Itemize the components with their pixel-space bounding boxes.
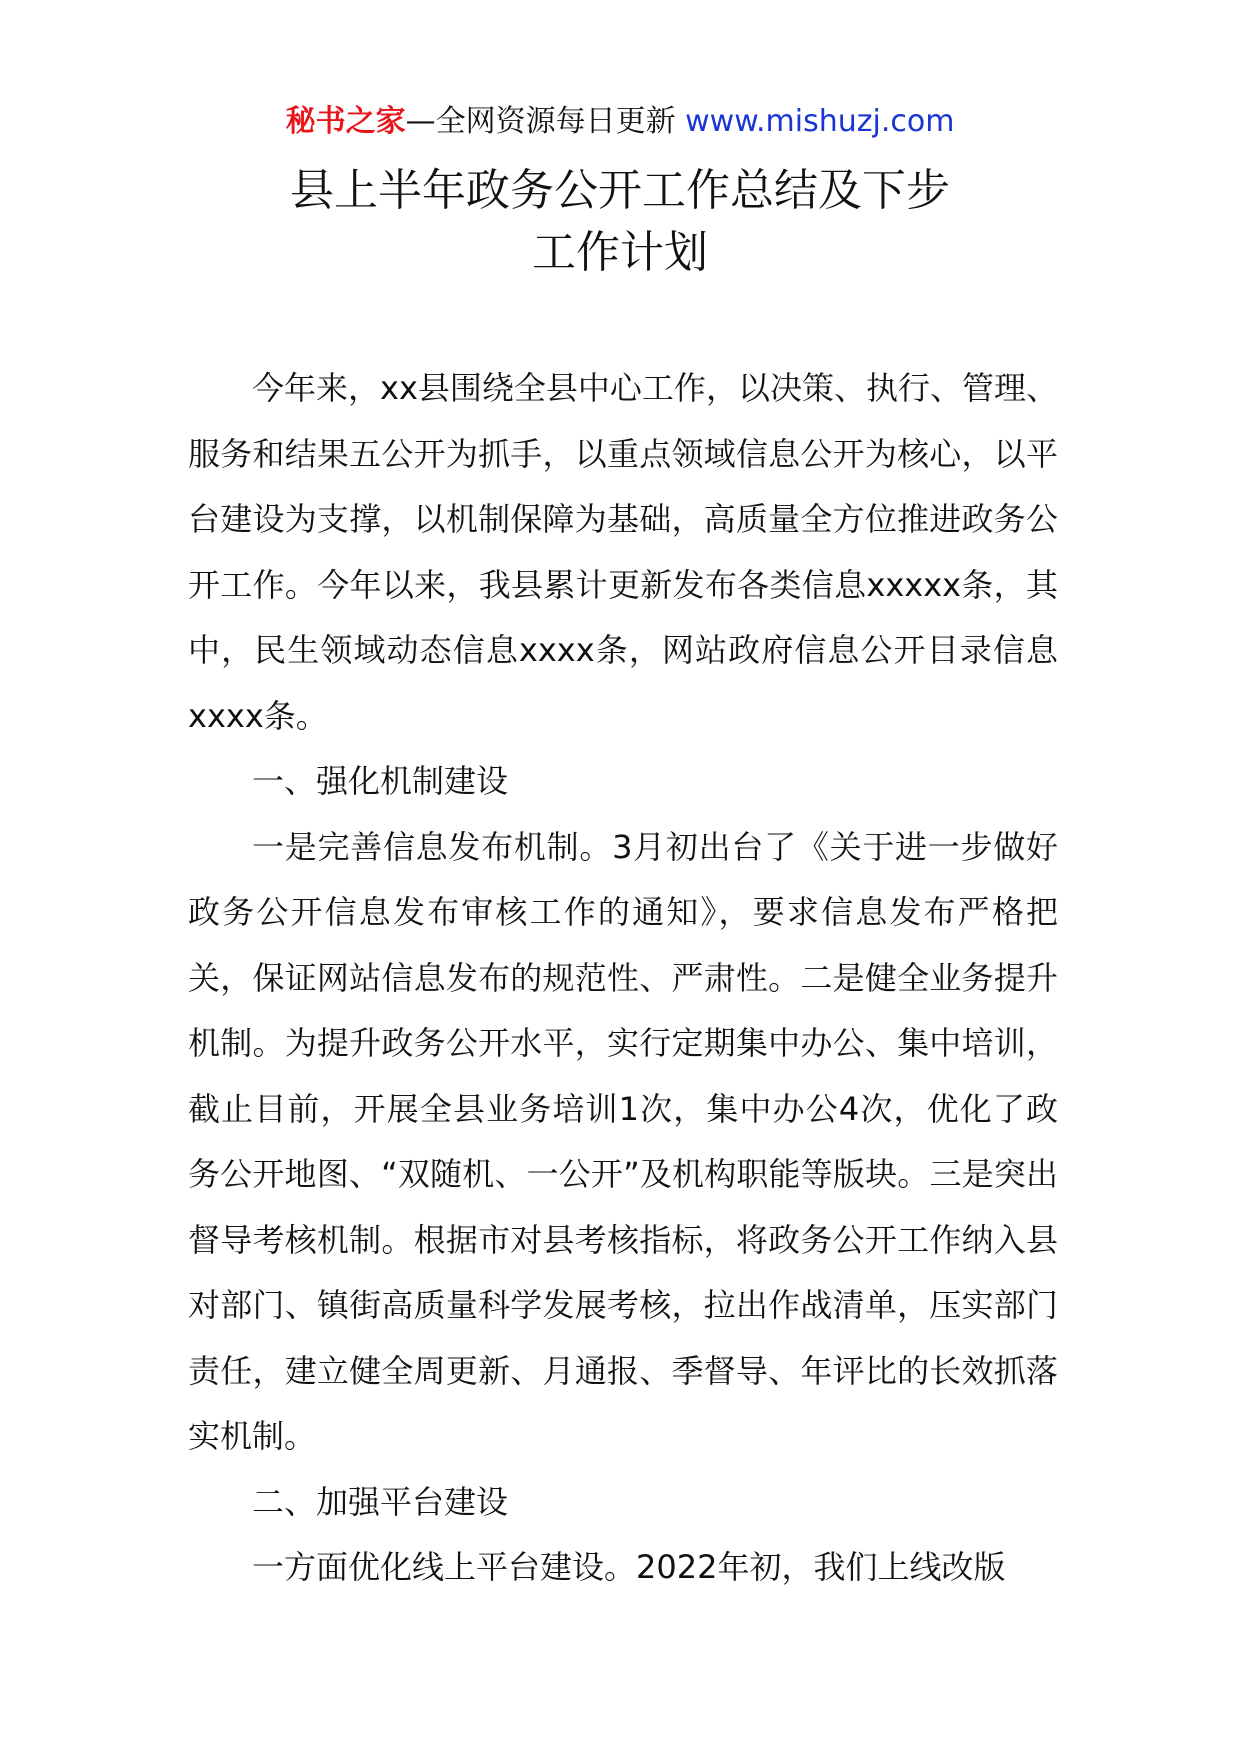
section-heading-1: 一、强化机制建设 [252, 762, 509, 800]
document-body [188, 356, 1058, 1601]
banner-slogan: —全网资源每日更新 [405, 104, 676, 139]
mechanism-paragraph: 一是完善信息发布机制。3月初出台了《关于进一步做好政务公开信息发布审核工作的通知》，要求信息发布严格把关，保证网站信息发布的规范性、严肃性。二是健全业务提升机制。为提升政务公开水平，实行定期集中办公、集中培训，截止目前，开展全县业务培训1次，集中办公4次，优化了政务公开地图、“双随机、一公开”及机构职能等版块。三是突出督导考核机制。根据市对县考核指标，将政务公开工作纳入县对部门、镇街高质量科学发展考核，拉出作战清单，压实部门责任，建立健全周更新、月通报、季督导、年评比的长效抓落实机制。 [188, 827, 1058, 1455]
brand-name: 秘书之家 [285, 104, 406, 139]
site-url-link[interactable]: www.mishuzj.com [685, 104, 955, 139]
platform-paragraph: 一方面优化线上平台建设。2022年初，我们上线改版 [252, 1548, 1006, 1586]
intro-paragraph: 今年来，xx县围绕全县中心工作，以决策、执行、管理、服务和结果五公开为抓手，以重点领域信息公开为核心，以平台建设为支撑，以机制保障为基础，高质量全方位推进政务公开工作。今年以来，我县累计更新发布各类信息xxxxx条，其中，民生领域动态信息xxxx条，网站政府信息公开目录信息xxxx条。 [188, 369, 1058, 735]
section-heading-2: 二、加强平台建设 [252, 1482, 509, 1521]
title-line-2: 工作计划 [532, 227, 708, 278]
document-title [0, 160, 1240, 284]
site-banner [0, 100, 1240, 144]
title-line-1: 县上半年政务公开工作总结及下步 [290, 165, 950, 216]
